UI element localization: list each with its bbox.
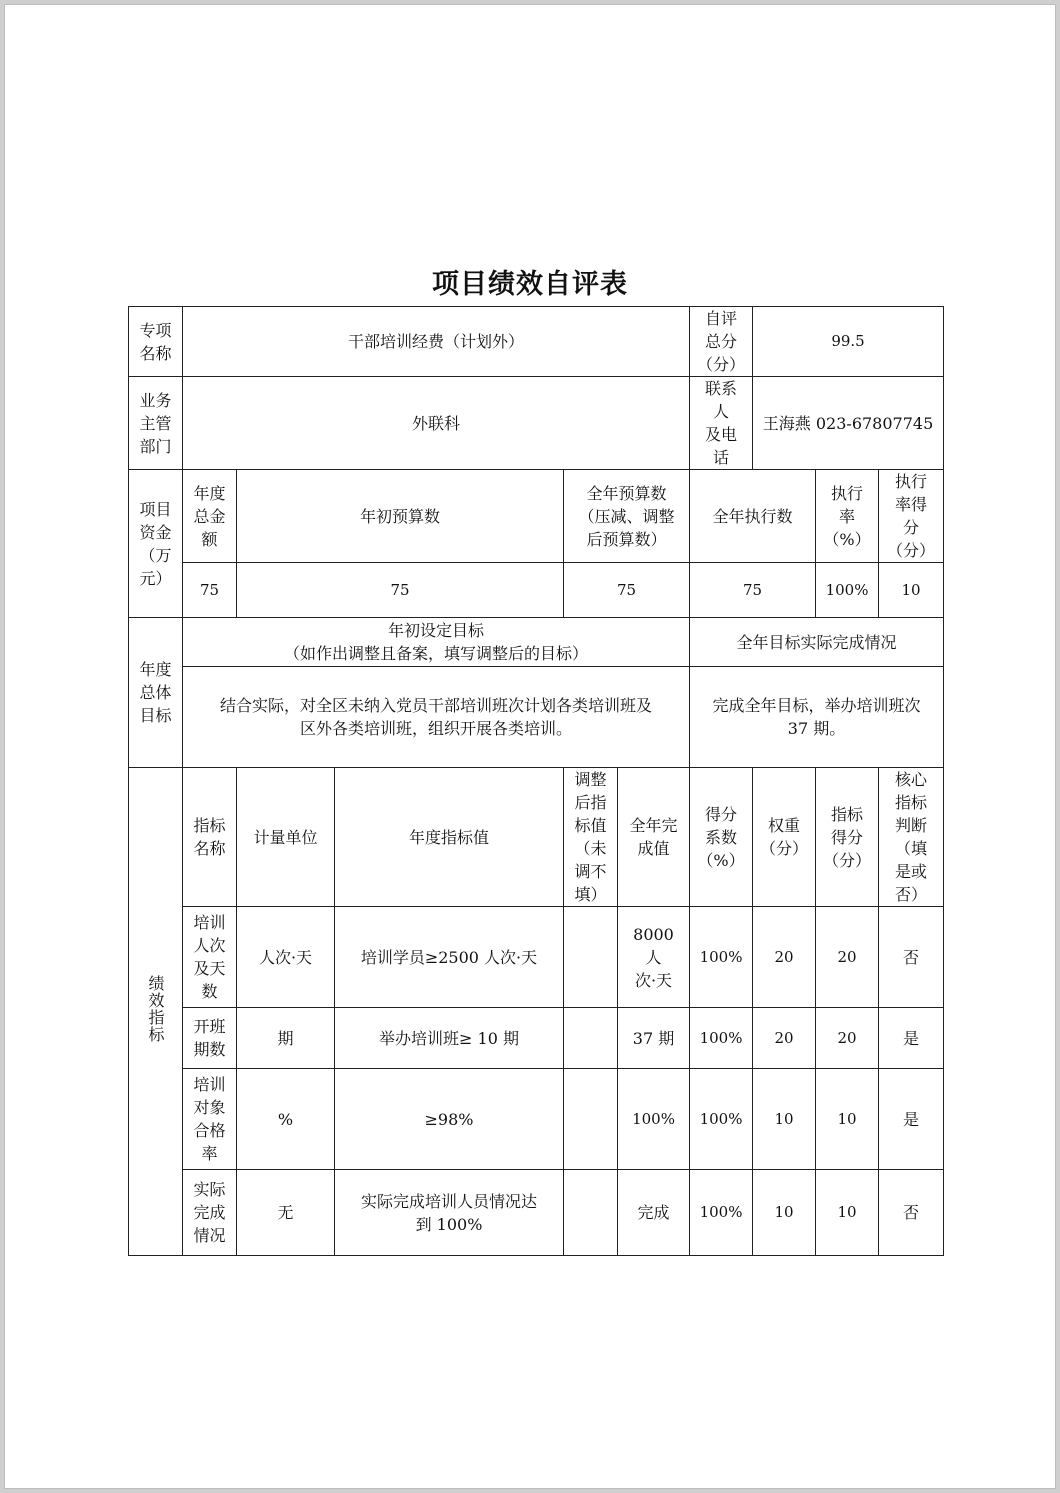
indicators-label-cell [129,768,183,1256]
indicator-header-unit: 计量单位 [237,768,335,907]
funds-value-rate: 100% [816,563,879,618]
indicator-coef: 100% [690,1069,753,1170]
funds-label: 项目 资金 （万 元） [129,470,183,618]
indicator-header-core: 核心 指标 判断 （填 是或 否） [879,768,944,907]
project-name-label: 专项 名称 [129,307,183,377]
indicator-header-target: 年度指标值 [335,768,564,907]
goals-label: 年度 总体 目标 [129,618,183,768]
indicator-actual: 8000 人 次·天 [618,907,690,1008]
indicator-core: 是 [879,1069,944,1170]
indicator-target: 培训学员≥2500 人次·天 [335,907,564,1008]
funds-header-adjusted: 全年预算数 （压减、调整 后预算数） [564,470,690,563]
indicator-name: 开班 期数 [183,1008,237,1069]
indicator-unit: 无 [237,1170,335,1256]
self-score-value: 99.5 [753,307,944,377]
indicator-weight: 10 [753,1170,816,1256]
indicator-target: 举办培训班≥ 10 期 [335,1008,564,1069]
evaluation-table [128,306,944,1256]
indicator-adjusted [564,1008,618,1069]
funds-header-initial: 年初预算数 [237,470,564,563]
funds-header-rate-score: 执行 率得 分 （分） [879,470,944,563]
contact-value: 王海燕 023-67807745 [753,377,944,470]
indicator-name: 培训 人次 及天 数 [183,907,237,1008]
table-row [129,1069,944,1170]
indicator-score: 20 [816,1008,879,1069]
indicator-core: 否 [879,907,944,1008]
goals-set-text: 结合实际，对全区未纳入党员干部培训班次计划各类培训班及 区外各类培训班，组织开展各类培训。 [183,667,690,768]
table-row [129,907,944,1008]
funds-value-rate-score: 10 [879,563,944,618]
indicator-weight: 10 [753,1069,816,1170]
funds-value-adjusted: 75 [564,563,690,618]
indicator-target: ≥98% [335,1069,564,1170]
indicator-score: 10 [816,1170,879,1256]
indicator-score: 20 [816,907,879,1008]
indicator-unit: 人次·天 [237,907,335,1008]
funds-value-initial: 75 [237,563,564,618]
document-title: 项目绩效自评表 [432,269,628,300]
indicator-actual: 100% [618,1069,690,1170]
department-value: 外联科 [183,377,690,470]
indicator-coef: 100% [690,1008,753,1069]
indicator-weight: 20 [753,907,816,1008]
table-row [129,1170,944,1256]
indicator-adjusted [564,1170,618,1256]
funds-value-total: 75 [183,563,237,618]
indicator-actual: 37 期 [618,1008,690,1069]
indicator-coef: 100% [690,907,753,1008]
goals-actual-header: 全年目标实际完成情况 [690,618,944,667]
table-row [129,1008,944,1069]
indicator-header-actual: 全年完 成值 [618,768,690,907]
indicator-header-weight: 权重 （分） [753,768,816,907]
indicator-header-score: 指标 得分 （分） [816,768,879,907]
indicator-header-coef: 得分 系数 （%） [690,768,753,907]
indicator-adjusted [564,1069,618,1170]
indicator-name: 实际 完成 情况 [183,1170,237,1256]
indicator-name: 培训 对象 合格 率 [183,1069,237,1170]
indicator-score: 10 [816,1069,879,1170]
indicator-target: 实际完成培训人员情况达 到 100% [335,1170,564,1256]
indicator-weight: 20 [753,1008,816,1069]
funds-header-rate: 执行 率 （%） [816,470,879,563]
indicator-adjusted [564,907,618,1008]
funds-value-executed: 75 [690,563,816,618]
indicator-actual: 完成 [618,1170,690,1256]
indicator-core: 是 [879,1008,944,1069]
contact-label: 联系 人 及电 话 [690,377,753,470]
indicator-unit: % [237,1069,335,1170]
self-score-label: 自评 总分 （分） [690,307,753,377]
indicator-header-name: 指标 名称 [183,768,237,907]
project-name-value: 干部培训经费（计划外） [183,307,690,377]
department-label: 业务 主管 部门 [129,377,183,470]
indicator-header-adjusted: 调整 后指 标值 （未 调不 填） [564,768,618,907]
indicator-unit: 期 [237,1008,335,1069]
funds-header-executed: 全年执行数 [690,470,816,563]
goals-actual-text: 完成全年目标，举办培训班次 37 期。 [690,667,944,768]
funds-header-total: 年度 总金 额 [183,470,237,563]
indicator-coef: 100% [690,1170,753,1256]
indicators-label: 绩效指标 [146,974,165,1043]
goals-set-header: 年初设定目标 （如作出调整且备案，填写调整后的目标） [183,618,690,667]
indicator-core: 否 [879,1170,944,1256]
